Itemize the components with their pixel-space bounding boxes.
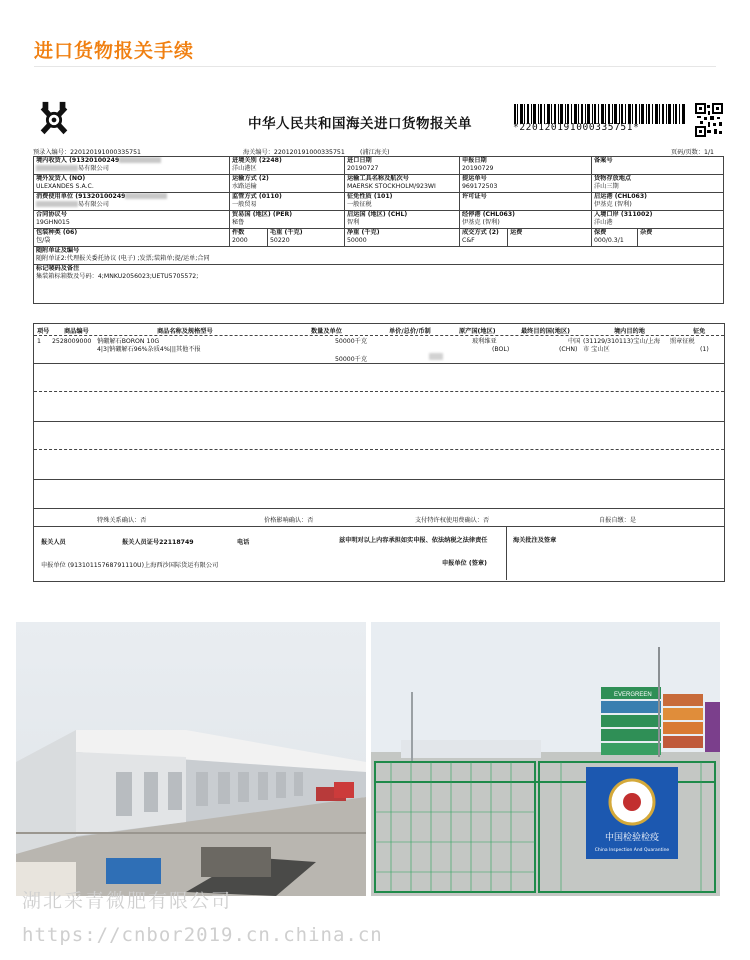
contract-cell: 合同协议号 19GHN015 [34, 211, 230, 229]
consignee-cell: 境内收货人 (91320100249 易有限公司 [34, 157, 230, 175]
item-spec: 4|3|钠硼解石96%杂质4%|||其他不报 [97, 346, 201, 353]
item-number: 1 [37, 338, 41, 345]
document-title: 中华人民共和国海关进口货物报关单 [248, 116, 472, 132]
freight-cell: 运费 [508, 229, 592, 247]
storage-place-cell: 货物存放地点 洋山三期 [592, 175, 724, 193]
pre-entry-number: 预录入编号：220120191000335751 [33, 149, 141, 156]
page-count: 页码/页数：1/1 [671, 149, 714, 156]
customs-emblem-icon [35, 100, 73, 138]
goods-rule-4 [34, 449, 724, 450]
entry-place-cell: 入境口岸 (311002) 洋山港 [592, 211, 724, 229]
customs-office: (浦江海关) [360, 149, 390, 156]
goods-rule-5 [34, 479, 724, 480]
transport-mode-cell: 运输方式 (2) 水路运输 [230, 175, 345, 193]
insurance-cell: 保费 000/0.3/1 [592, 229, 638, 247]
origin-country-cell: 启运国 (地区) (CHL) 智利 [345, 211, 460, 229]
goods-header-item-no: 项号 [37, 328, 50, 335]
item-name: 钠硼解石BORON 10G [97, 338, 160, 345]
blurred-price [429, 353, 443, 360]
self-report: 自报自缴：是 [599, 517, 637, 524]
goods-top-rule [34, 323, 724, 324]
special-relationship: 特殊关系确认：否 [97, 517, 147, 524]
marks-remarks-cell: 标记唛码及备注 集装箱标箱数及号码：4;MNKU2056023;UETU5705572; [34, 265, 724, 304]
entry-port-cell: 进境关别 (2248) 洋山港区 [230, 157, 345, 175]
gross-weight-cell: 毛重 (千克) 50220 [268, 229, 345, 247]
goods-section [33, 323, 725, 509]
item-levy-code: (1) [700, 346, 709, 353]
record-number-cell: 备案号 [592, 157, 724, 175]
footer-divider [34, 526, 724, 527]
levy-nature-cell: 征免性质 (101) 一般征税 [345, 193, 460, 211]
license-cell: 许可证号 [460, 193, 592, 211]
item-code: 2528009000 [52, 338, 92, 345]
goods-header-price: 单价/总价/币制 [389, 328, 431, 335]
footer-vertical-divider [506, 526, 507, 580]
declarant-certificate: 报关人员证号22118749 [122, 539, 194, 546]
royalty-payment: 支付特许权使用费确认：否 [415, 517, 490, 524]
declaring-unit-seal: 申报单位 (签章) [442, 560, 487, 567]
declaration-form [30, 96, 724, 586]
barcode [514, 104, 686, 124]
sign-title: 中国检验检疫 [604, 833, 660, 843]
stop-port-cell: 经停港 (CHL063) 伊基克 (智利) [460, 211, 592, 229]
goods-header-levy: 征免 [693, 328, 706, 335]
goods-row-divider [34, 335, 724, 336]
customs-approval: 海关批注及签章 [513, 537, 557, 544]
legal-statement: 兹申明对以上内容承担如实申报、依法纳税之法律责任 [339, 537, 488, 544]
bill-of-lading-cell: 提运单号 969172503 [460, 175, 592, 193]
item-domestic-destination: (31129/310113)宝山/上海市 宝山区 [583, 338, 661, 353]
company-watermark: 湖北采青微肥有限公司 [22, 890, 233, 912]
shipper-cell: 境外发货人 (NO) ULEXANDES S.A.C. [34, 175, 230, 193]
declaration-header-table [33, 156, 724, 304]
deal-mode-cell: 成交方式 (2) C&F [460, 229, 508, 247]
page-title: 进口货物报关手续 [34, 40, 195, 62]
consumer-cell: 消费使用单位 (91320100249 易有限公司 [34, 193, 230, 211]
declarant-label: 报关人员 [41, 539, 66, 546]
trade-country-cell: 贸易国 (地区) (PER) 秘鲁 [230, 211, 345, 229]
price-impact: 价格影响确认：否 [264, 517, 314, 524]
header-divider [34, 66, 716, 67]
net-weight-cell: 净重 (千克) 50000 [345, 229, 460, 247]
package-cell: 包装种类 (06) 包/袋 [34, 229, 230, 247]
item-levy: 照章征税 [670, 338, 695, 345]
goods-rule-2 [34, 391, 724, 392]
warehouse-photo [16, 622, 366, 896]
goods-rule-1 [34, 363, 724, 364]
goods-header-destination: 最终目的国(地区) [521, 328, 570, 335]
phone-label: 电话 [237, 539, 250, 546]
vessel-cell: 运输工具名称及航次号 MAERSK STOCKHOLM/923WI [345, 175, 460, 193]
customs-number: 海关编号：220120191000335751 [243, 149, 345, 156]
goods-header-quantity: 数量及单位 [311, 328, 342, 335]
item-origin-code: (BOL) [492, 346, 510, 353]
sign-subtitle: China Inspection And Quarantine [594, 848, 670, 853]
goods-rule-3 [34, 421, 724, 422]
goods-header-domestic: 境内目的地 [614, 328, 645, 335]
item-destination-code: (CHN) [559, 346, 578, 353]
goods-header-name: 商品名称及规格型号 [157, 328, 213, 335]
port-inspection-photo [371, 622, 720, 896]
supervision-mode-cell: 监管方式 (0110) 一般贸易 [230, 193, 345, 211]
pieces-cell: 件数 2000 [230, 229, 268, 247]
misc-fee-cell: 杂费 [638, 229, 724, 247]
url-watermark: https://cnbor2019.cn.china.cn [22, 924, 383, 946]
qr-code [695, 103, 723, 137]
declaration-footer [33, 508, 725, 582]
goods-header-code: 商品编号 [64, 328, 89, 335]
item-quantity-1: 50000千克 [335, 338, 368, 345]
item-origin: 玻利维亚 [472, 338, 497, 345]
import-date-cell: 进口日期 20190727 [345, 157, 460, 175]
goods-header-origin: 原产国(地区) [459, 328, 496, 335]
departure-port-cell: 启运港 (CHL063) 伊基克 (智利) [592, 193, 724, 211]
declare-date-cell: 申报日期 20190729 [460, 157, 592, 175]
item-quantity-2: 50000千克 [335, 356, 368, 363]
item-destination: 中国 [568, 338, 581, 345]
attached-documents-cell: 随附单证及编号 随附单证2:代理报关委托协议 (电子) ;发票;装箱单;提/运单;合同 [34, 247, 724, 265]
declaring-unit: 申报单位 (91310115768791110U)上海西沙国际货运有限公司 [41, 562, 219, 569]
page-header [0, 0, 750, 88]
barcode-number: *220120191000335751* [513, 122, 640, 133]
container-brand-text: EVERGREEN [614, 692, 652, 698]
